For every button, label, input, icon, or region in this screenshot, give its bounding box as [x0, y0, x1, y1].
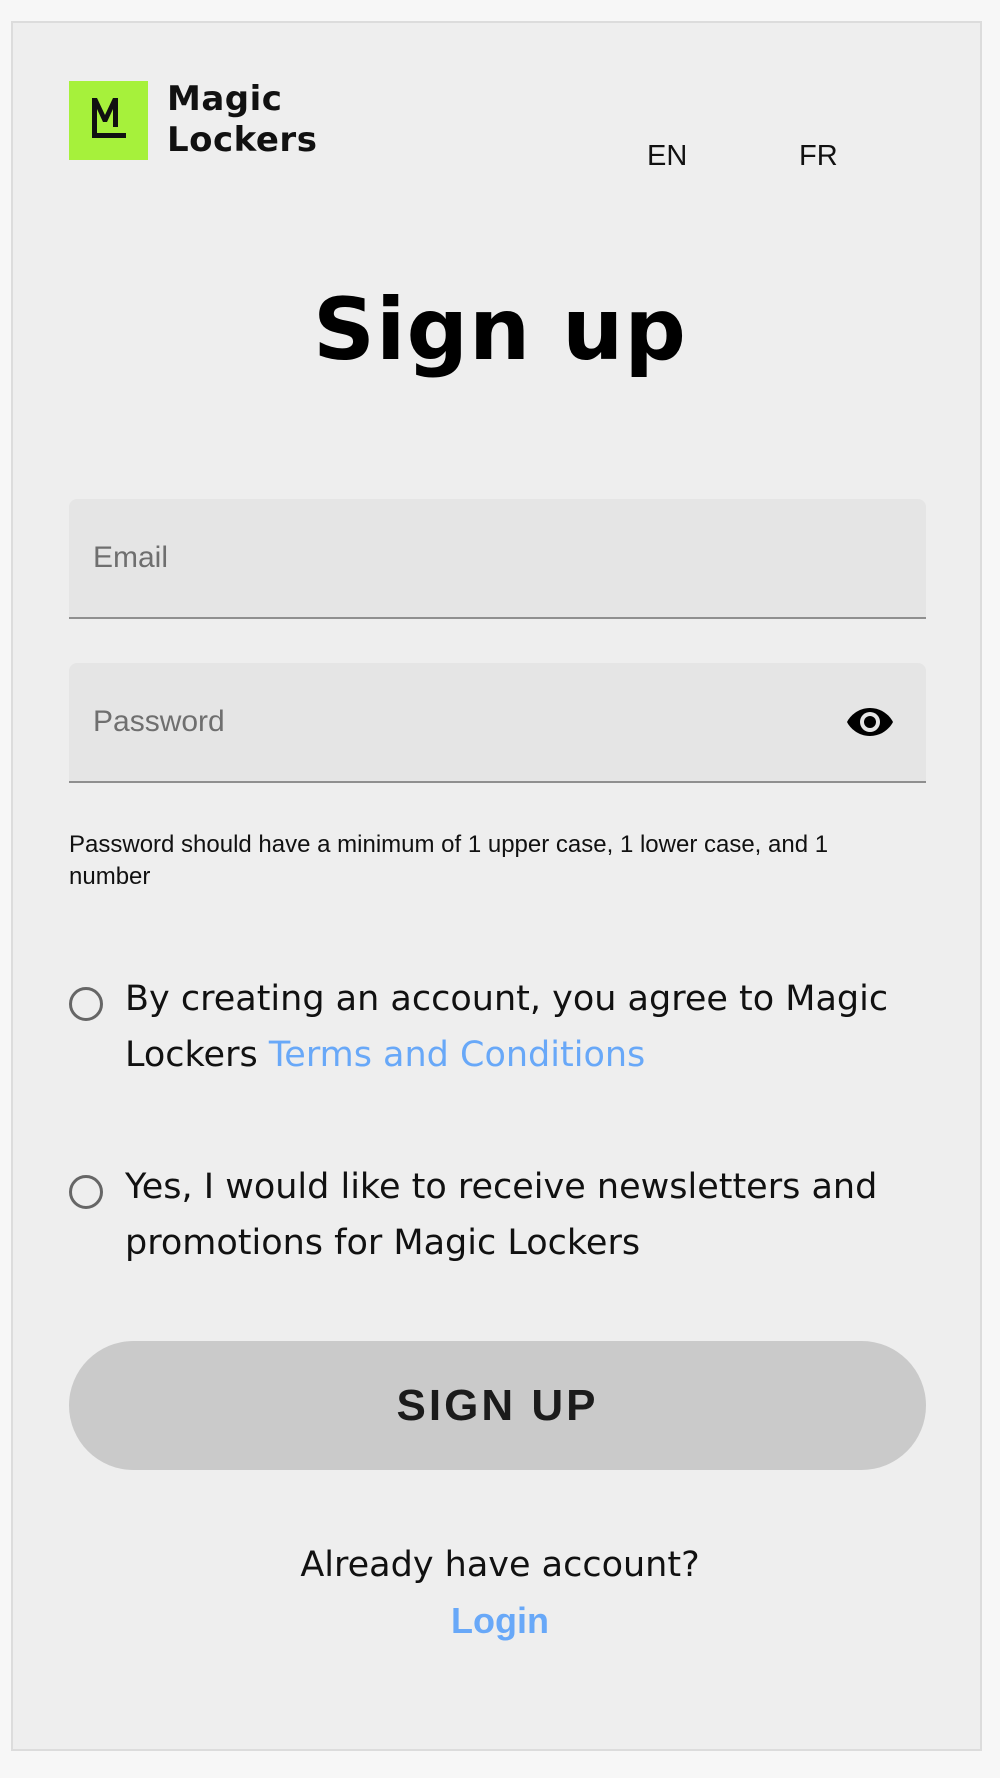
terms-radio[interactable]: [69, 987, 103, 1021]
logo-wordmark: [167, 79, 317, 161]
newsletter-radio[interactable]: [69, 1175, 103, 1209]
password-input[interactable]: [93, 663, 853, 781]
terms-label: [125, 971, 949, 1083]
email-field[interactable]: [69, 499, 926, 619]
already-account-text: Already have account?: [300, 1545, 700, 1585]
sign-up-button[interactable]: SIGN UP: [69, 1341, 926, 1470]
email-input[interactable]: [93, 499, 853, 617]
password-field[interactable]: [69, 663, 926, 783]
login-link[interactable]: Login: [451, 1600, 549, 1641]
logo-line-1: Magic: [167, 79, 283, 119]
terms-option: [69, 979, 949, 1083]
eye-icon[interactable]: [846, 705, 894, 739]
terms-text: By creating an account, you agree to Magic Lockers: [125, 979, 889, 1075]
terms-link[interactable]: Terms and Conditions: [268, 1035, 646, 1075]
newsletter-label: Yes, I would like to receive newsletters and promotions for Magic Lockers: [125, 1167, 878, 1263]
language-fr-button[interactable]: FR: [799, 140, 838, 172]
language-en-button[interactable]: EN: [647, 140, 688, 172]
page-title: Sign up: [313, 280, 687, 380]
logo-line-2: Lockers: [167, 120, 318, 160]
ml-monogram-icon: [89, 95, 129, 145]
logo-mark-icon: [69, 81, 148, 160]
brand-logo[interactable]: [69, 79, 317, 161]
newsletter-option: [69, 1167, 949, 1271]
password-hint: Password should have a minimum of 1 upper case, 1 lower case, and 1 number: [69, 831, 829, 890]
